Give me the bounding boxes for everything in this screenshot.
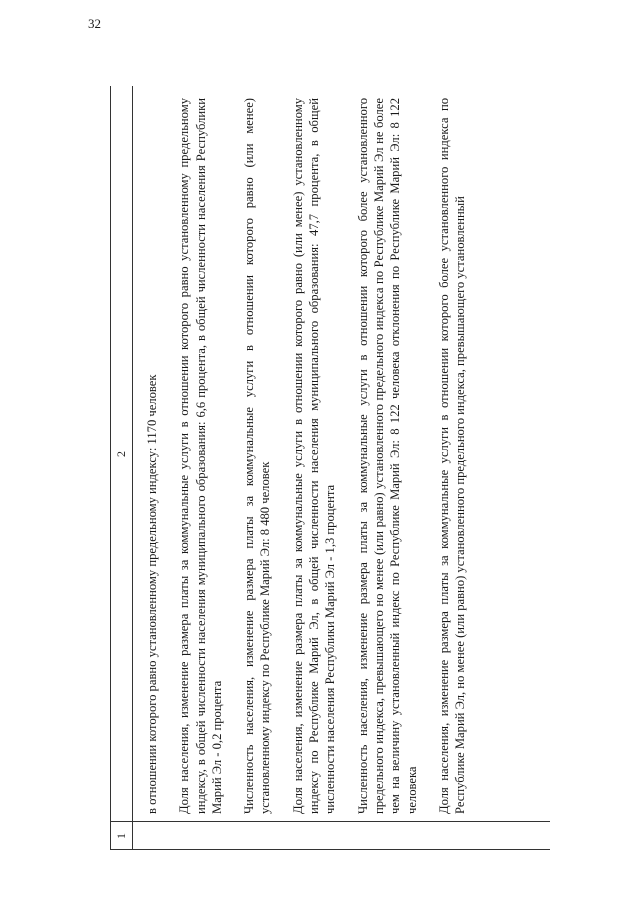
column-1-divider <box>110 821 550 822</box>
page-number <box>0 14 639 34</box>
rotated-page-content <box>110 86 550 850</box>
paragraph-6: Доля населения, изменение размера платы за коммунальные услуги в отношении которого более установленного индекса по Республике Марий Эл, но менее (или равно) установленного предельного индекса, превышающего установленный <box>436 98 468 814</box>
paragraph-3: Численность населения, изменение размера платы за коммунальные услуги в отношении которого равно (или менее) установленному индексу по Республике Марий Эл: 8 480 человек <box>242 98 273 814</box>
paragraph-4: Доля населения, изменение размера платы за коммунальные услуги в отношении которого равно (или менее) установленному индексу по Республике Марий Эл, в общей численности населения муниципального образования: 47,7 процента, в общей численности населения Республики Марий Эл - 1,3 процента <box>290 98 338 814</box>
table-cell-content <box>144 98 484 814</box>
paragraph-2: Доля населения, изменение размера платы за коммунальные услуги в отношении которого равно установленному предельному индексу, в общей численности населения муниципального образования: 6,6 процента, в общей численности населения Республики Марий Эл - 0,2 процента <box>177 98 224 814</box>
table-left-border <box>110 849 550 850</box>
column-header-2 <box>110 86 132 822</box>
page-number-text: 32 <box>88 16 101 31</box>
paragraph-1: в отношении которого равно установленному предельному индексу: 1170 человек <box>145 374 159 814</box>
column-header-2-text: 2 <box>114 451 128 457</box>
paragraph-5: Численность населения, изменение размера платы за коммунальные услуги в отношении которого более установленного предельного индекса, превышающего но менее (или равно) установленного предельного индекса по Республике Марий Эл не более чем на величину установленный индекс по Республике Марий Эл: 8 122 человека отклонения по Республике Марий Эл: 8 122 человека <box>355 98 419 814</box>
header-bottom-border <box>132 86 133 850</box>
column-header-1 <box>110 822 132 850</box>
column-header-1-text: 1 <box>114 833 128 839</box>
document-table <box>110 86 550 850</box>
